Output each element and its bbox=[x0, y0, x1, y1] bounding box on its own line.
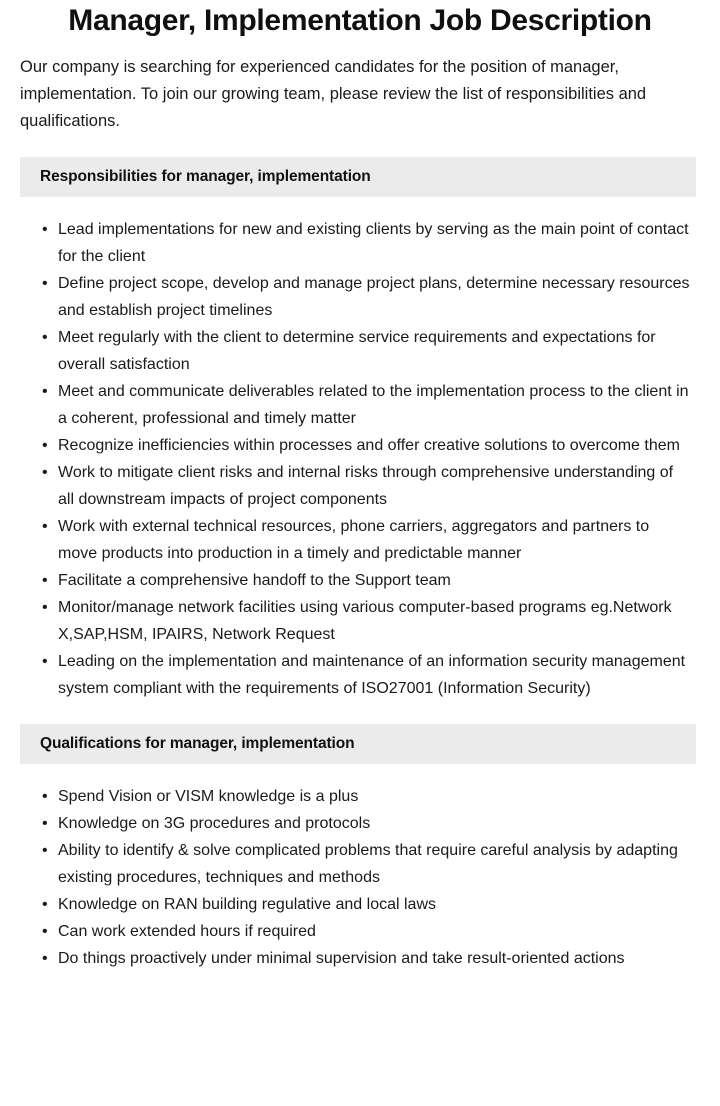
list-item: • Recognize inefficiencies within processes and offer creative solutions to overcome them bbox=[0, 432, 720, 459]
list-item: • Monitor/manage network facilities using various computer-based programs eg.Network X,SAP,HSM, IPAIRS, Network Request bbox=[0, 594, 720, 648]
list-item: • Define project scope, develop and manage project plans, determine necessary resources and establish project timelines bbox=[0, 270, 720, 324]
list-item: • Ability to identify & solve complicated problems that require careful analysis by adapting existing procedures, techniques and methods bbox=[0, 837, 720, 891]
section-header-responsibilities bbox=[20, 157, 696, 197]
list-item: • Knowledge on 3G procedures and protocols bbox=[0, 810, 720, 837]
list-item: • Work to mitigate client risks and internal risks through comprehensive understanding of all downstream impacts of project components bbox=[0, 459, 720, 513]
list-item: • Meet and communicate deliverables related to the implementation process to the client in a coherent, professional and timely matter bbox=[0, 378, 720, 432]
page-title: Manager, Implementation Job Description bbox=[68, 4, 652, 37]
responsibilities-list bbox=[0, 216, 720, 702]
list-item: • Do things proactively under minimal supervision and take result-oriented actions bbox=[0, 945, 720, 972]
list-item: • Spend Vision or VISM knowledge is a plus bbox=[0, 783, 720, 810]
section-qualifications bbox=[0, 724, 720, 972]
list-item: • Work with external technical resources, phone carriers, aggregators and partners to move products into production in a timely and predictable manner bbox=[0, 513, 720, 567]
qualifications-list bbox=[0, 783, 720, 972]
list-item: • Facilitate a comprehensive handoff to the Support team bbox=[0, 567, 720, 594]
section-header-label: Qualifications for manager, implementation bbox=[40, 735, 355, 752]
section-header-label: Responsibilities for manager, implementation bbox=[40, 168, 371, 185]
intro-paragraph: Our company is searching for experienced candidates for the position of manager, implementation. To join our growing team, please review the list of responsibilities and qualifications. bbox=[20, 58, 647, 130]
section-responsibilities bbox=[0, 157, 720, 702]
list-item: • Meet regularly with the client to determine service requirements and expectations for overall satisfaction bbox=[0, 324, 720, 378]
list-item: • Leading on the implementation and maintenance of an information security management system compliant with the requirements of ISO27001 (Information Security) bbox=[0, 648, 720, 702]
section-header-qualifications bbox=[20, 724, 696, 764]
list-item: • Can work extended hours if required bbox=[0, 918, 720, 945]
list-item: • Knowledge on RAN building regulative and local laws bbox=[0, 891, 720, 918]
list-item: • Lead implementations for new and existing clients by serving as the main point of contact for the client bbox=[0, 216, 720, 270]
